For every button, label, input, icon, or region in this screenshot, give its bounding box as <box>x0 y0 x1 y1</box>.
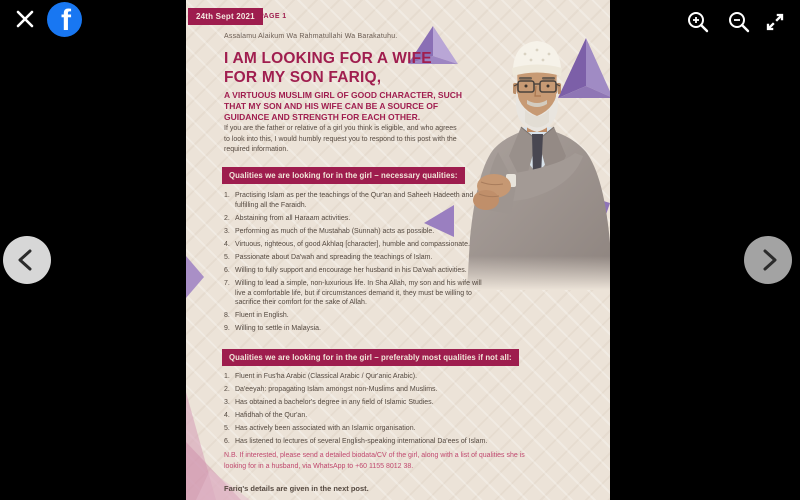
list-item: Abstaining from all Haraam activities. <box>235 214 351 222</box>
list-item: Passionate about Da'wah and spreading the teachings of Islam. <box>235 253 433 261</box>
footer-line: Fariq's details are given in the next post. <box>224 484 369 493</box>
list-item: Performing as much of the Mustahab (Sunnah) acts as possible. <box>235 227 435 235</box>
list-item: Da'eeyah: propagating Islam amongst non-Muslims and Muslims. <box>235 385 438 393</box>
zoom-in-icon <box>684 8 712 36</box>
chevron-left-icon <box>3 236 51 284</box>
greeting-text: Assalamu Alaikum Wa Rahmatullahi Wa Barakatuhu. <box>224 33 398 40</box>
list-item: Has listened to lectures of several English-speaking international Da'ees of Islam. <box>235 437 488 445</box>
list-item: Willing to fully support and encourage her husband in his Da'wah activities. <box>235 266 467 274</box>
headline-line1: I AM LOOKING FOR A WIFE <box>224 50 432 67</box>
list-item: Fluent in English. <box>235 312 289 320</box>
nb-note: N.B. If interested, please send a detailed biodata/CV of the girl, along with a list of qualities she is looking for in a husband, via WhatsApp to +60 1155 8012 38. <box>224 452 525 470</box>
zoom-out-icon <box>725 8 753 36</box>
list-item: Hafidhah of the Qur'an. <box>235 411 308 419</box>
facebook-logo[interactable] <box>47 2 82 37</box>
section1-title-banner: Qualities we are looking for in the girl – necessary qualities: <box>222 167 465 184</box>
list-item: Virtuous, righteous, of good Akhlaq [character], humble and compassionate. <box>235 240 470 248</box>
chevron-right-icon <box>744 236 792 284</box>
facebook-f-icon: f <box>61 4 71 37</box>
list-item: Has actively been associated with an Islamic organisation. <box>235 424 416 432</box>
list-item: Willing to lead a simple, non-luxurious life. In Sha Allah, my son and his wife will live a comfortable life, but if circumstances demand it, they must be willing to sacrifice their comfort for the sake of Allah. <box>235 279 482 307</box>
page-label: PAGE 1 <box>259 13 287 20</box>
list-item: Fluent in Fus'ha Arabic (Classical Arabic / Qur'anic Arabic). <box>235 373 418 380</box>
list-item: Willing to settle in Malaysia. <box>235 325 321 333</box>
preferable-qualities-list <box>224 372 506 450</box>
zoom-in-button[interactable] <box>684 8 712 36</box>
necessary-qualities-list <box>224 191 492 337</box>
date-badge: 24th Sept 2021 <box>188 8 263 25</box>
intro-paragraph: If you are the father or relative of a girl you think is eligible, and who agrees to look into this, I would humbly request you to respond to this post with the required information. <box>224 125 457 153</box>
poster-headline <box>224 50 432 87</box>
section2-title-banner: Qualities we are looking for in the girl – preferably most qualities if not all: <box>222 349 519 366</box>
triangle-decoration <box>186 256 204 298</box>
fullscreen-button[interactable] <box>761 8 789 36</box>
fullscreen-icon <box>761 8 789 36</box>
zoom-out-button[interactable] <box>725 8 753 36</box>
close-button[interactable] <box>12 6 38 32</box>
headline-line2: FOR MY SON FARIQ, <box>224 68 382 86</box>
list-item: Practising Islam as per the teachings of the Qur'an and Saheeh Hadeeth and fulfilling all the Faraidh. <box>235 192 474 209</box>
poster-image[interactable] <box>186 0 610 500</box>
close-icon <box>12 6 38 32</box>
next-photo-button[interactable] <box>744 236 792 284</box>
previous-photo-button[interactable] <box>3 236 51 284</box>
poster-subheading: A VIRTUOUS MUSLIM GIRL OF GOOD CHARACTER, SUCH THAT MY SON AND HIS WIFE CAN BE A SOURCE OF GUIDANCE AND STRENGTH FOR EACH OTHER. <box>224 90 462 123</box>
list-item: Has obtained a bachelor's degree in any field of Islamic Studies. <box>235 398 434 406</box>
